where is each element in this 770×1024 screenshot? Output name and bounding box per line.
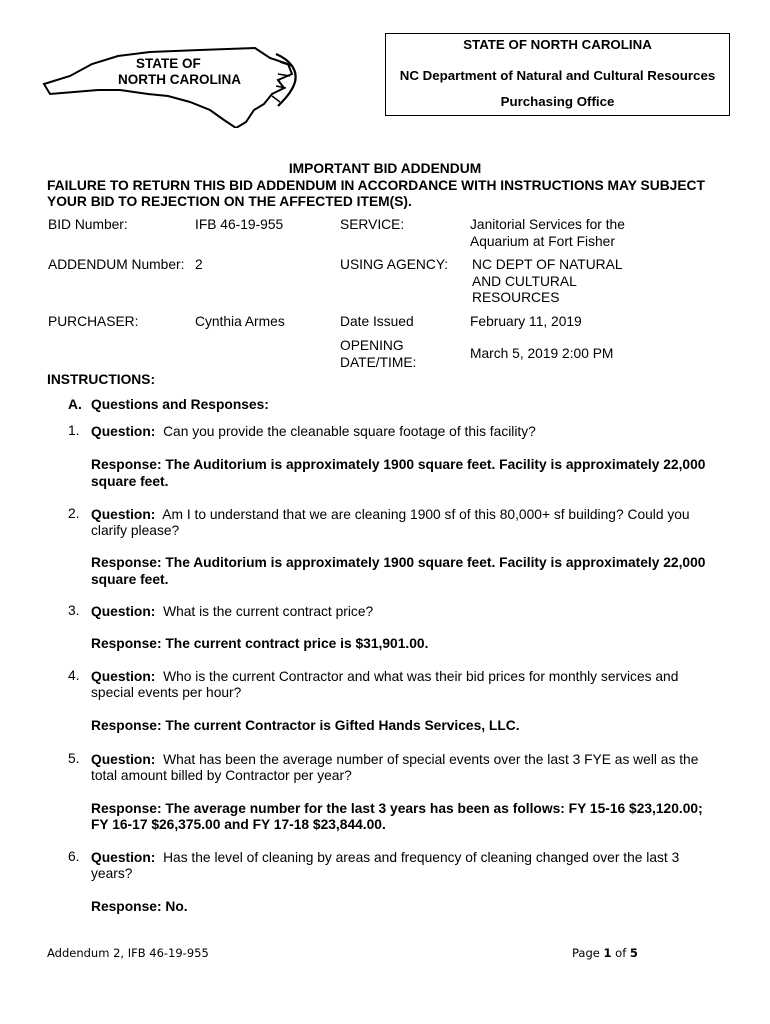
page-title: IMPORTANT BID ADDENDUM [288, 161, 482, 176]
nc-state-logo [40, 44, 302, 128]
instructions-heading: INSTRUCTIONS: [47, 372, 156, 387]
addendum-label: ADDENDUM Number: [48, 257, 185, 272]
qa-number: 2. [68, 506, 80, 521]
response-line: square feet. [91, 474, 169, 489]
question-text: years? [91, 866, 133, 881]
header-office: Purchasing Office [500, 94, 615, 109]
service-value-1: Janitorial Services for the [470, 217, 625, 232]
response-line: Response: The Auditorium is approximately 1900 square feet. Facility is approximately 22,000 [91, 457, 706, 472]
question-label: Question: [91, 604, 156, 619]
page-total: 5 [629, 946, 638, 960]
question-text: Who is the current Contractor and what was their bid prices for monthly services and [163, 669, 679, 684]
of-word: of [615, 946, 627, 960]
question-text: clarify please? [91, 523, 180, 538]
question-label: Question: [91, 752, 156, 767]
question-text: special events per hour? [91, 685, 242, 700]
question-label: Question: [91, 424, 156, 439]
logo-line-1: STATE OF [136, 56, 201, 71]
header-box [385, 33, 730, 116]
question [91, 849, 719, 866]
opening-label-1: OPENING [340, 338, 404, 353]
page-word: Page [572, 946, 600, 960]
qa-number: 6. [68, 849, 80, 864]
response-line: Response: The current contract price is $31,901.00. [91, 636, 429, 651]
question-text: Can you provide the cleanable square footage of this facility? [163, 424, 536, 439]
warning-line-1: FAILURE TO RETURN THIS BID ADDENDUM IN ACCORDANCE WITH INSTRUCTIONS MAY SUBJECT [47, 178, 705, 193]
logo-line-2: NORTH CAROLINA [118, 72, 241, 87]
question-text: Am I to understand that we are cleaning 1900 sf of this 80,000+ sf building? Could you [162, 507, 690, 522]
qa-number: 4. [68, 668, 80, 683]
question [91, 603, 719, 620]
agency-value-1: NC DEPT OF NATURAL [472, 257, 623, 272]
question [91, 668, 719, 685]
footer-left: Addendum 2, IFB 46-19-955 [47, 946, 209, 960]
service-value-2: Aquarium at Fort Fisher [470, 234, 615, 249]
header-department: NC Department of Natural and Cultural Resources [399, 68, 716, 83]
section-a-title: Questions and Responses: [91, 397, 269, 412]
question-label: Question: [91, 850, 156, 865]
section-a-letter: A. [68, 397, 82, 412]
qa-number: 5. [68, 751, 80, 766]
page-current: 1 [603, 946, 612, 960]
purchaser-label: PURCHASER: [48, 314, 139, 329]
question [91, 506, 719, 523]
response-line: Response: The current Contractor is Gifted Hands Services, LLC. [91, 718, 520, 733]
bid-number-label: BID Number: [48, 217, 128, 232]
response-line: Response: No. [91, 899, 188, 914]
response-line: square feet. [91, 572, 169, 587]
service-label: SERVICE: [340, 217, 405, 232]
response-line: Response: The Auditorium is approximately 1900 square feet. Facility is approximately 22,000 [91, 555, 706, 570]
qa-number: 3. [68, 603, 80, 618]
agency-value-3: RESOURCES [472, 290, 560, 305]
question-text: What is the current contract price? [163, 604, 374, 619]
opening-label-2: DATE/TIME: [340, 355, 417, 370]
question-label: Question: [91, 669, 156, 684]
date-issued-label: Date Issued [340, 314, 414, 329]
addendum-value: 2 [195, 257, 203, 272]
warning-line-2: YOUR BID TO REJECTION ON THE AFFECTED ITEM(S). [47, 194, 412, 209]
question-label: Question: [91, 507, 156, 522]
question [91, 423, 719, 440]
opening-value: March 5, 2019 2:00 PM [470, 346, 614, 361]
date-issued-value: February 11, 2019 [470, 314, 582, 329]
response-line: Response: The average number for the last 3 years has been as follows: FY 15-16 $23,120.00; [91, 801, 703, 816]
agency-label: USING AGENCY: [340, 257, 449, 272]
response-line: FY 16-17 $26,375.00 and FY 17-18 $23,844.00. [91, 817, 386, 832]
qa-number: 1. [68, 423, 80, 438]
question [91, 751, 719, 768]
question-text: What has been the average number of special events over the last 3 FYE as well as the [163, 752, 699, 767]
purchaser-value: Cynthia Armes [195, 314, 285, 329]
question-text: Has the level of cleaning by areas and frequency of cleaning changed over the last 3 [163, 850, 680, 865]
page-number [572, 946, 638, 960]
question-text: total amount billed by Contractor per year? [91, 768, 352, 783]
bid-number-value: IFB 46-19-955 [195, 217, 284, 232]
agency-value-2: AND CULTURAL [472, 274, 577, 289]
header-state: STATE OF NORTH CAROLINA [463, 37, 652, 52]
